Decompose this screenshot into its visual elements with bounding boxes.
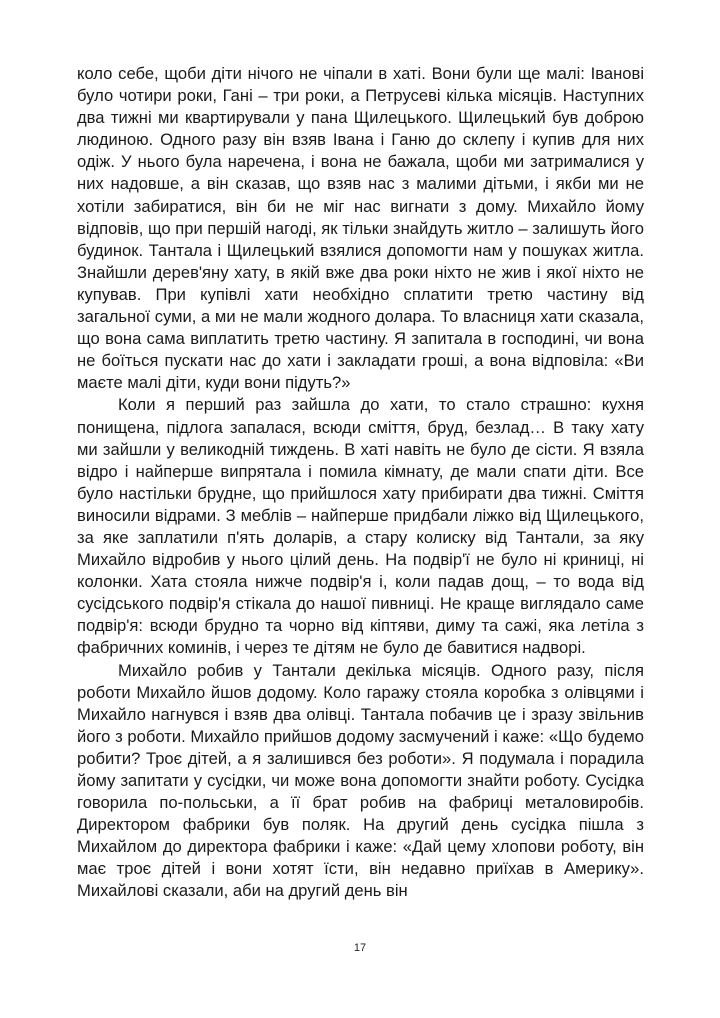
body-text (77, 63, 644, 903)
paragraph-2: Коли я перший раз зайшла до хати, то стало страшно: кухня понищена, підлога запалася, всюди сміття, бруд, безлад… В таку хату ми зайшли у великодній тиждень. В хаті навіть не було де сісти. Я взяла відро і найперше випрятала і помила кімнату, де мали спати діти. Все було настільки брудне, що прийшлося хату прибирати два тижні. Сміття виносили відрами. З меблів – найперше придбали ліжко від Щилецького, за яке заплатили п'ять доларів, а стару колиску від Тантали, за яку Михайло відробив у нього цілий день. На подвір'ї не було ні криниці, ні колонки. Хата стояла нижче подвір'я і, коли падав дощ, – то вода від сусідського подвір'я стікала до нашої пивниці. Не краще виглядало саме подвір'я: всюди брудно та чорно від кіптяви, диму та сажі, яка летіла з фабричних коминів, і через те дітям не було де бавитися надворі. (77, 395, 644, 658)
paragraph-1: коло себе, щоби діти нічого не чіпали в хаті. Вони були ще малі: Іванові було чотири роки, Гані – три роки, а Петрусеві кілька місяців. Наступних два тижні ми квартирували у пана Щилецького. Щилецький був доброю людиною. Одного разу він взяв Івана і Ганю до склепу і купив для них одіж. У нього була наречена, і вона не бажала, щоби ми затрималися у них надовше, а він сказав, що взяв нас з малими дітьми, і якби ми не хотіли забиратися, він би не міг нас вигнати з дому. Михайло йому відповів, що при першій нагоді, як тільки знайдуть житло – залишуть його будинок. Тантала і Щилецький взялися допомогти нам у пошуках житла. Знайшли дерев'яну хату, в якій вже два роки ніхто не жив і якої ніхто не купував. При купівлі хати необхідно сплатити третю частину від загальної суми, а ми не мали жодного долара. То власниця хати сказала, що вона сама виплатить третю частину. Я запитала в господині, чи вона не боїться пускати нас до хати і закладати гроші, а вона відповіла: «Ви маєте малі діти, куди вони підуть?» (77, 64, 644, 393)
paragraph-3: Михайло робив у Тантали декілька місяців. Одного разу, після роботи Михайло йшов додому. Коло гаражу стояла коробка з олівцями і Михайло нагнувся і взяв два олівці. Тантала побачив це і зразу звільнив його з роботи. Михайло прийшов додому засмучений і каже: «Що будемо робити? Троє дітей, а я залишився без роботи». Я подумала і порадила йому запитати у сусідки, чи може вона допомогти знайти роботу. Сусідка говорила по-польськи, а її брат робив на фабриці металовиробів. Директором фабрики був поляк. На другий день сусідка пішла з Михайлом до директора фабрики і каже: «Дай цему хлопови роботу, він має троє дітей і вони хотят їсти, він недавно приїхав в Америку». Михайлові сказали, аби на другий день він (77, 660, 644, 901)
page-number: 17 (353, 942, 367, 954)
